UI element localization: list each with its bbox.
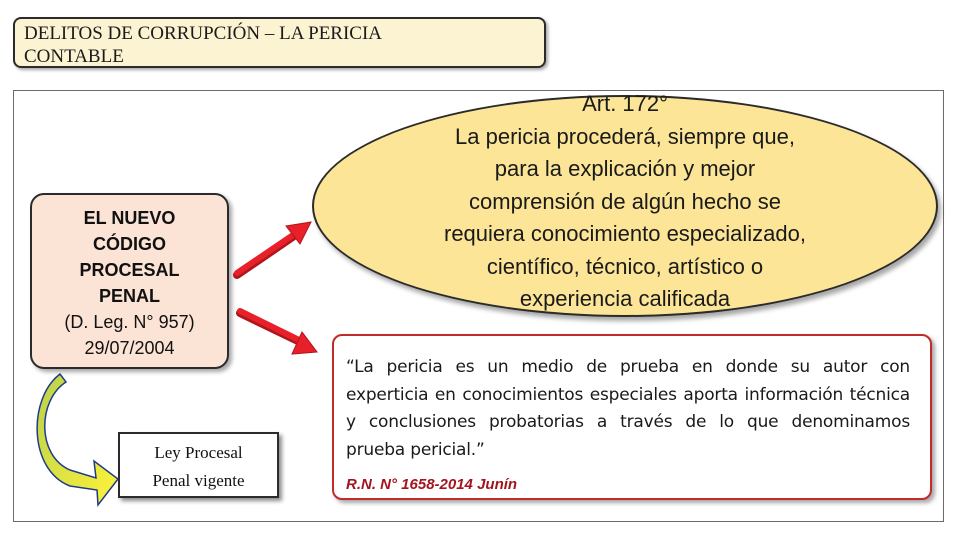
code-line-6: 29/07/2004 bbox=[84, 338, 175, 358]
article-line-5: científico, técnico, artístico o bbox=[486, 253, 764, 279]
code-line-1: EL NUEVO bbox=[83, 208, 176, 228]
code-line-5: (D. Leg. N° 957) bbox=[64, 312, 195, 332]
red-arrow-down-icon bbox=[240, 311, 317, 354]
red-arrow-up-icon bbox=[237, 222, 311, 275]
code-line-3: PROCESAL bbox=[79, 260, 180, 280]
article-line-2: para la explicación y mejor bbox=[494, 156, 756, 181]
title-line-2: CONTABLE bbox=[24, 46, 124, 67]
ley-line-1: Ley Procesal bbox=[154, 443, 243, 462]
quote-reference: R.N. N° 1658-2014 Junín bbox=[346, 476, 518, 493]
article-line-4: requiera conocimiento especializado, bbox=[444, 221, 806, 246]
article-line-1: La pericia procederá, siempre que, bbox=[455, 123, 795, 149]
code-line-4: PENAL bbox=[98, 286, 160, 306]
code-line-2: CÓDIGO bbox=[92, 234, 166, 254]
curved-arrow-icon bbox=[37, 374, 118, 505]
quote-text: “La pericia es un medio de prueba en donde su autor con experticia en conocimientos especiales aporta información técnica y conclusiones probatorias a través de lo que denominamos prueba pericial.” bbox=[346, 357, 910, 460]
article-number: Art. 172° bbox=[582, 91, 668, 116]
article-line-6: experiencia calificada bbox=[519, 286, 731, 311]
article-line-3: comprensión de algún hecho se bbox=[469, 188, 781, 214]
title-line-1: DELITOS DE CORRUPCIÓN – LA PERICIA bbox=[24, 23, 383, 44]
ley-line-2: Penal vigente bbox=[152, 471, 245, 490]
